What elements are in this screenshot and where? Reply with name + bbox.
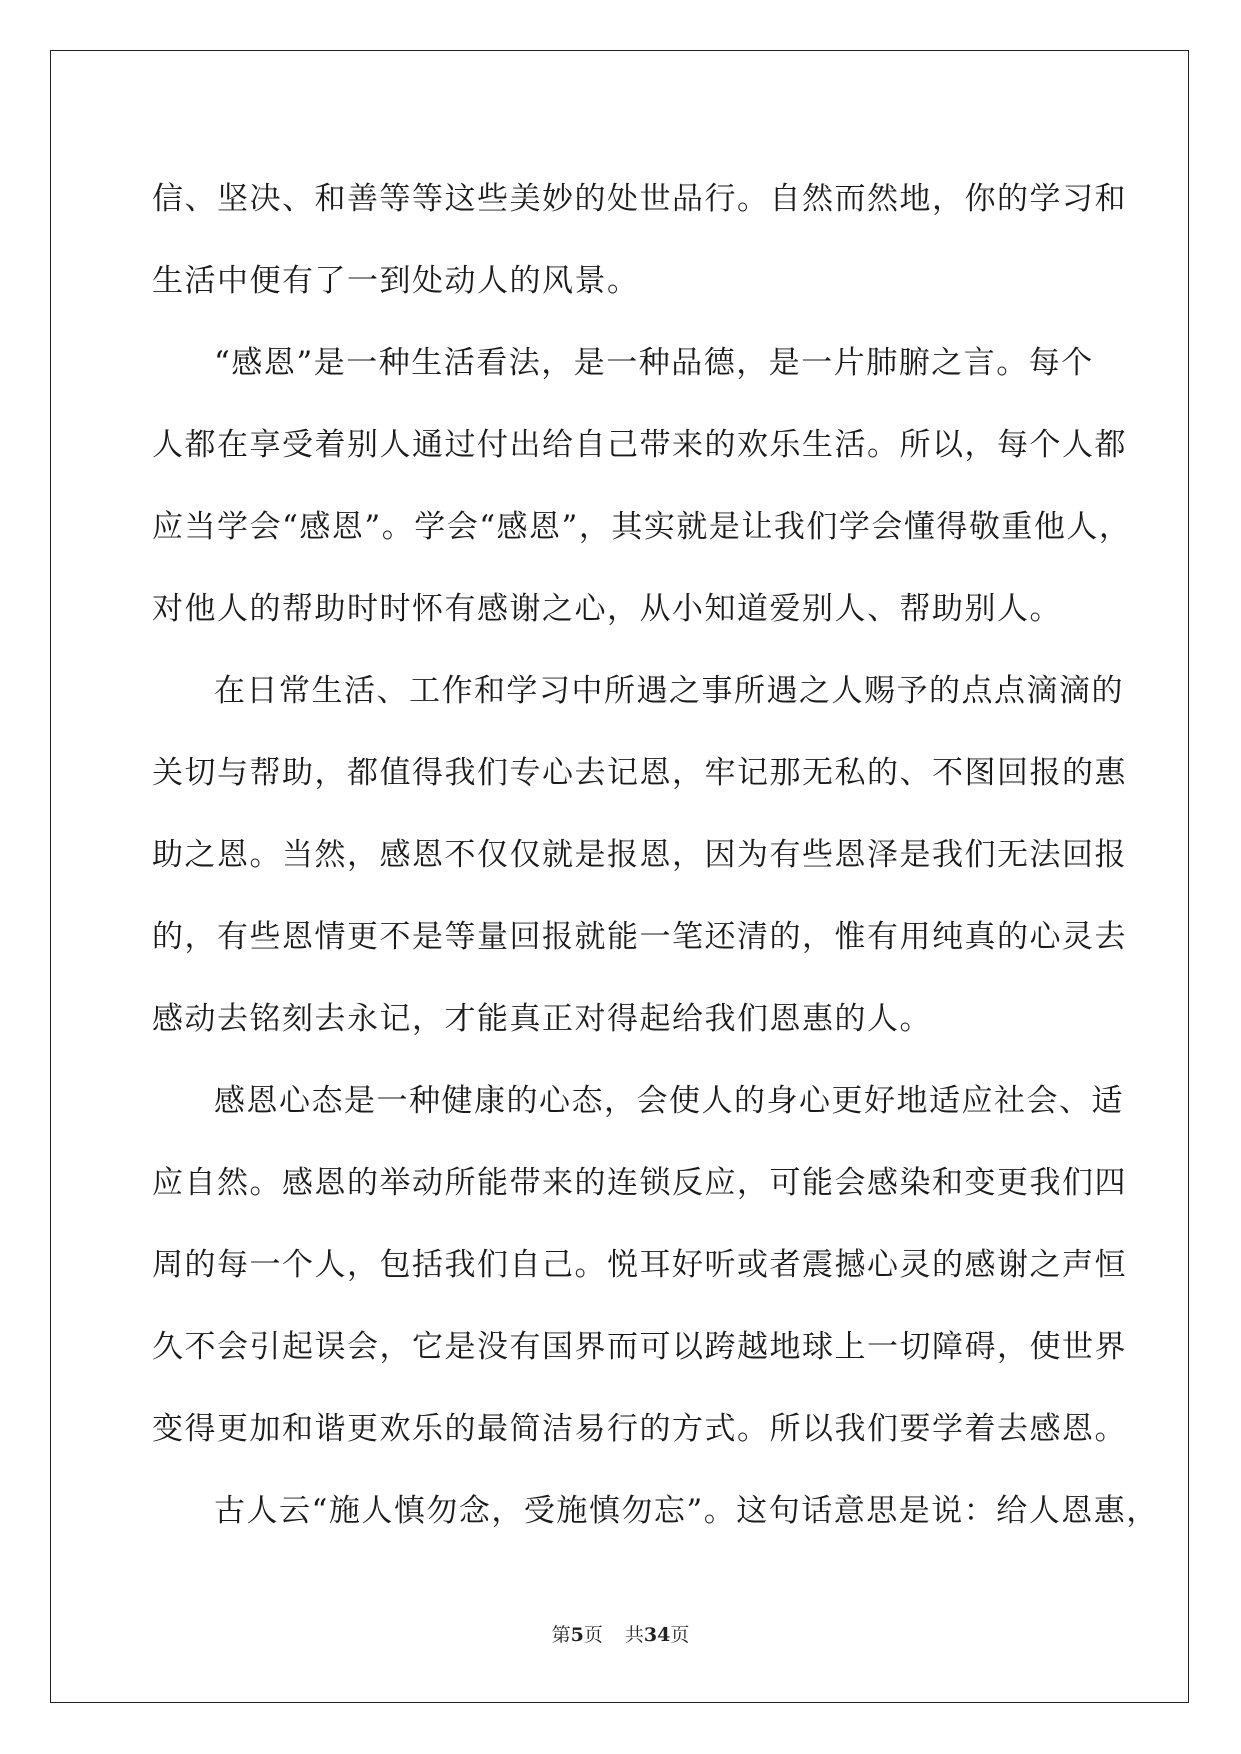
total-label-suffix: 页 [670, 1624, 690, 1646]
text-line: 助之恩。当然，感恩不仅仅就是报恩，因为有些恩泽是我们无法回报 [152, 837, 1127, 873]
document-body [152, 158, 1159, 1552]
paragraph-first-line: “感恩”是一种生活看法，是一种品德，是一片肺腑之言。每个 [214, 345, 1094, 381]
total-page-count: 34 [643, 1624, 671, 1646]
text-line: 信、坚决、和善等等这些美妙的处世品行。自然而然地，你的学习和 [152, 181, 1127, 217]
text-line: 对他人的帮助时时怀有感谢之心，从小知道爱别人、帮助别人。 [152, 591, 1062, 627]
paragraph-first-line: 在日常生活、工作和学习中所遇之事所遇之人赐予的点点滴滴的 [214, 673, 1124, 709]
text-line: 感动去铭刻去永记，才能真正对得起给我们恩惠的人。 [152, 1001, 932, 1037]
page-footer [0, 1623, 1241, 1647]
text-line: 周的每一个人，包括我们自己。悦耳好听或者震撼心灵的感谢之声恒 [152, 1247, 1127, 1283]
text-line: 久不会引起误会，它是没有国界而可以跨越地球上一切障碍，使世界 [152, 1329, 1127, 1365]
text-line: 关切与帮助，都值得我们专心去记恩，牢记那无私的、不图回报的惠 [152, 755, 1127, 791]
text-line: 生活中便有了一到处动人的风景。 [152, 263, 640, 299]
paragraph-first-line: 古人云“施人慎勿念，受施慎勿忘”。这句话意思是说：给人恩惠， [214, 1493, 1159, 1529]
page-label-suffix: 页 [583, 1624, 603, 1646]
text-line: 应自然。感恩的举动所能带来的连锁反应，可能会感染和变更我们四 [152, 1165, 1127, 1201]
text-line: 人都在享受着别人通过付出给自己带来的欢乐生活。所以，每个人都 [152, 427, 1127, 463]
page-label-prefix: 第 [551, 1624, 571, 1646]
text-line: 变得更加和谐更欢乐的最简洁易行的方式。所以我们要学着去感恩。 [152, 1411, 1127, 1447]
paragraph-first-line: 感恩心态是一种健康的心态，会使人的身心更好地适应社会、适 [214, 1083, 1124, 1119]
current-page-number: 5 [570, 1624, 584, 1646]
total-label-prefix: 共 [624, 1624, 644, 1646]
text-line: 应当学会“感恩”。学会“感恩”，其实就是让我们学会懂得敬重他人， [152, 509, 1132, 545]
text-line: 的，有些恩情更不是等量回报就能一笔还清的，惟有用纯真的心灵去 [152, 919, 1127, 955]
